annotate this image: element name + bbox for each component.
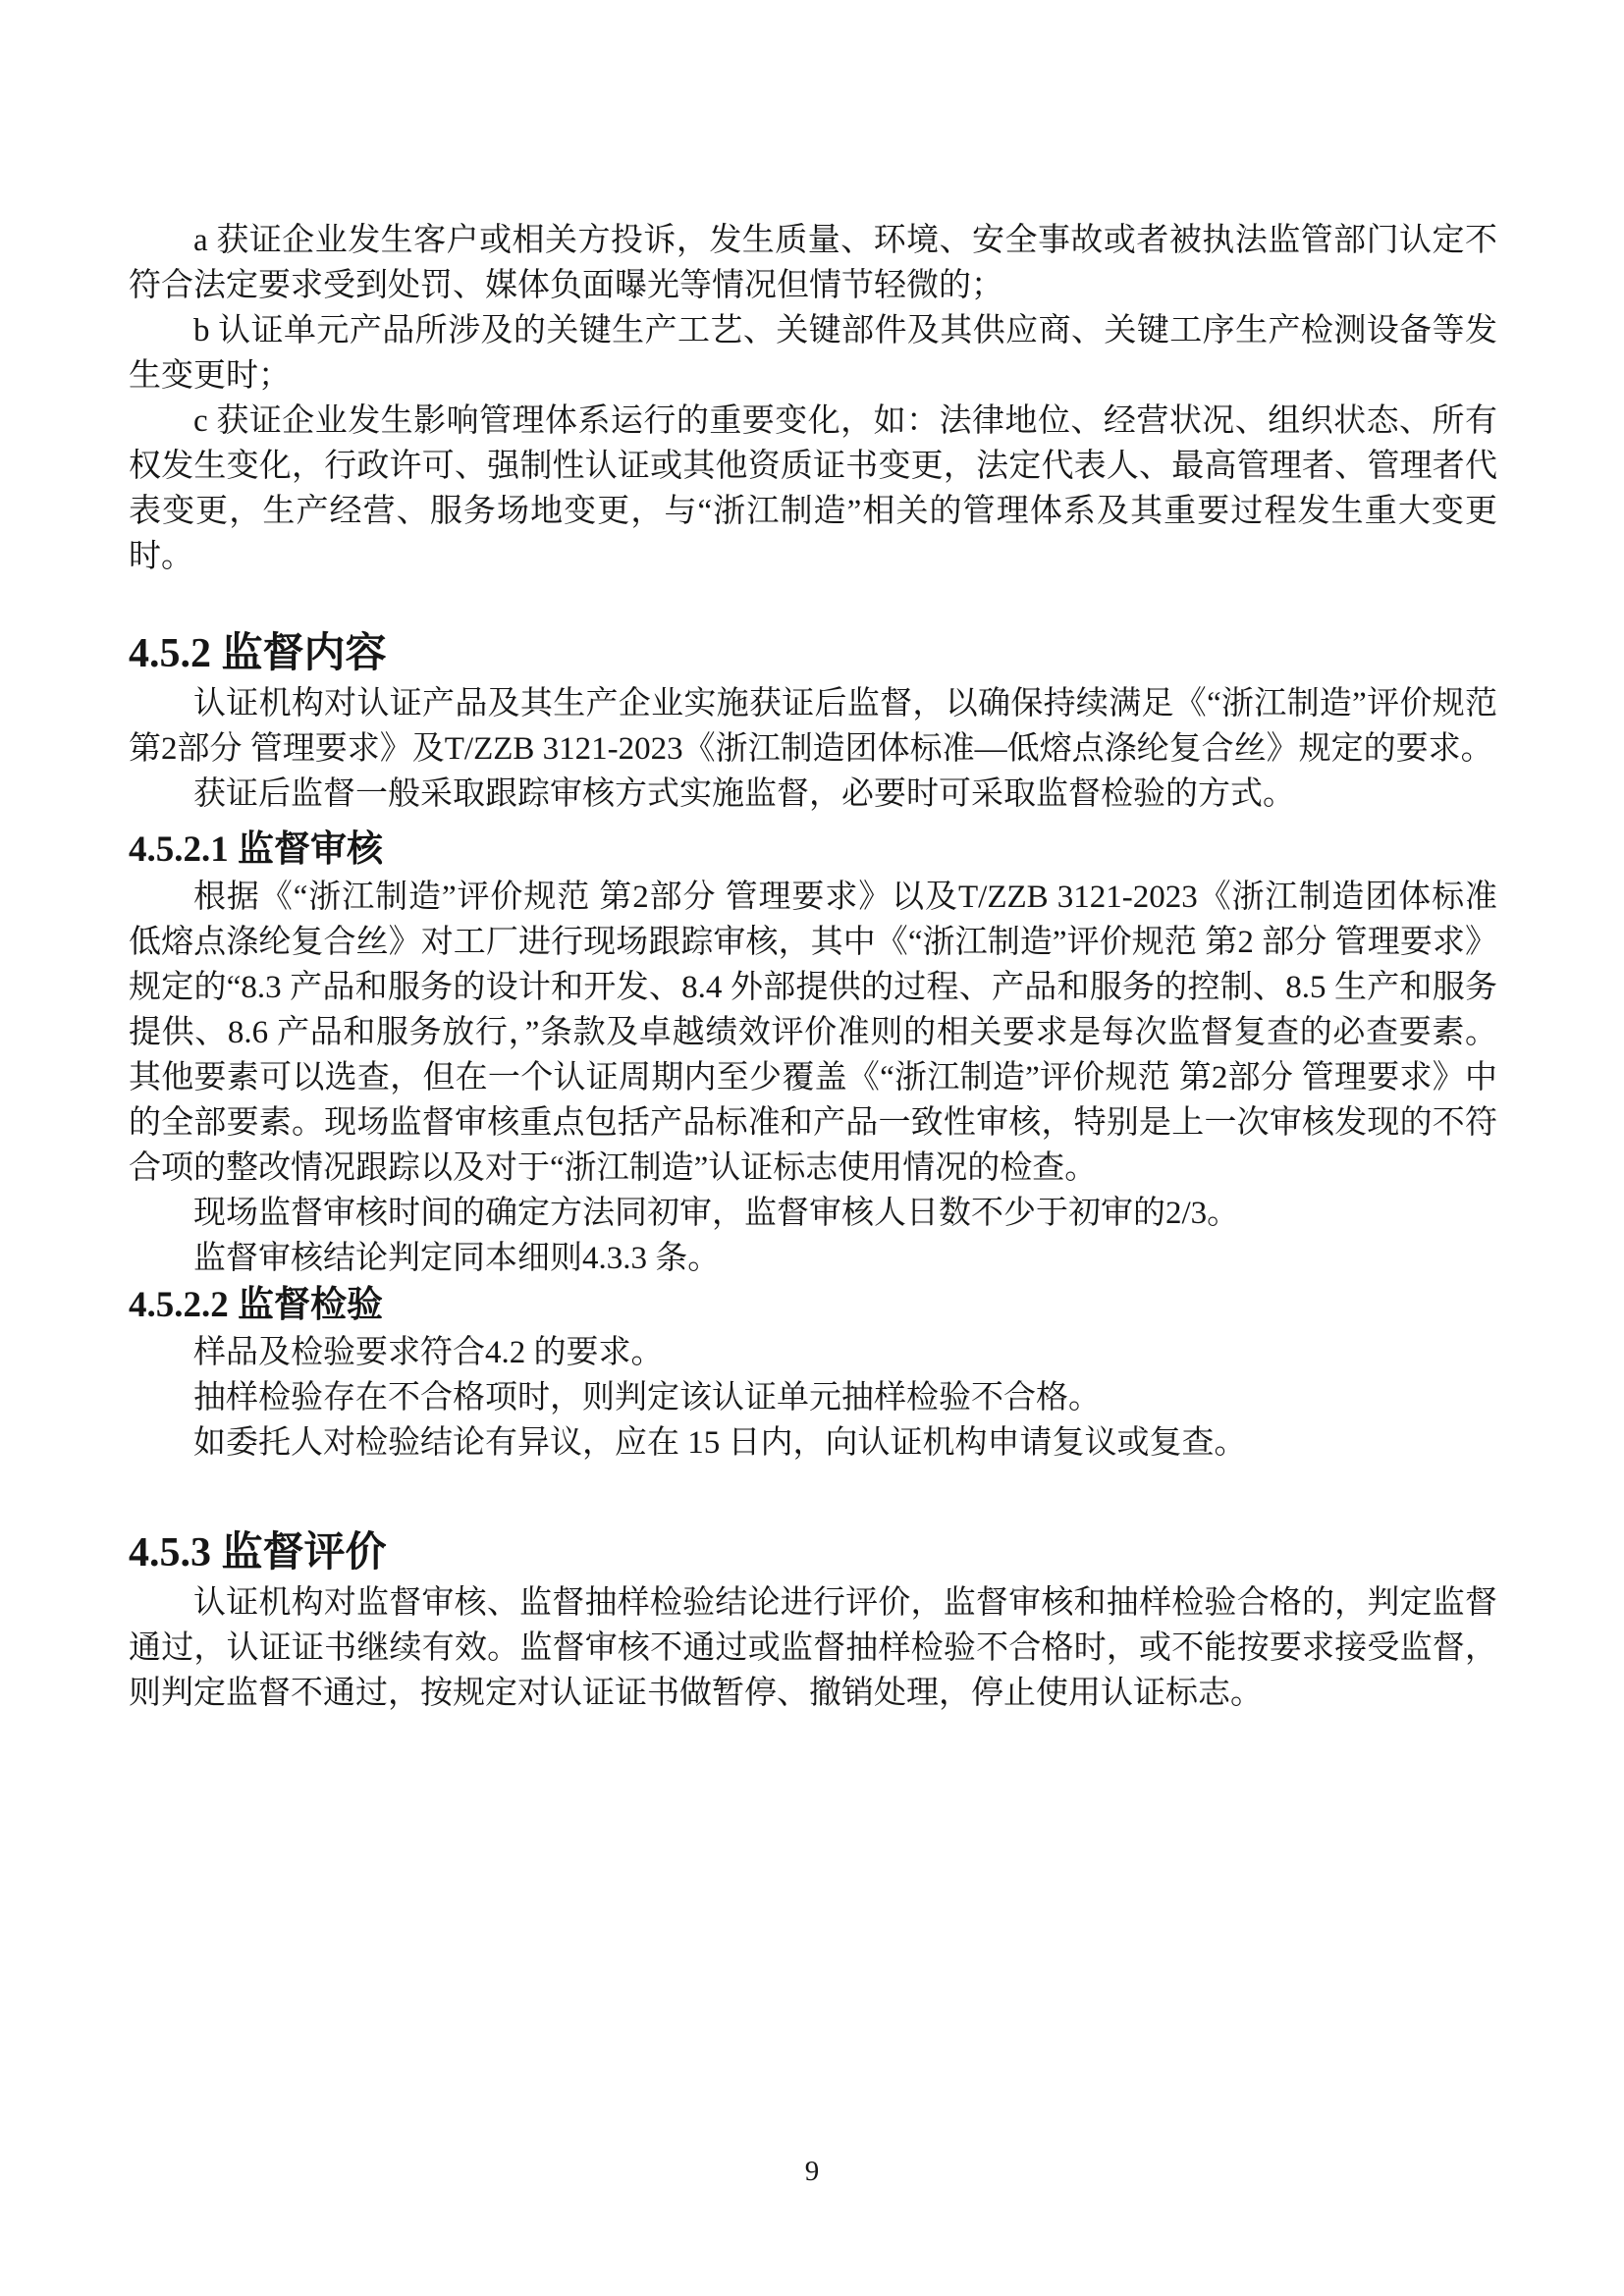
- intro-paragraph-b: b 认证单元产品所涉及的关键生产工艺、关键部件及其供应商、关键工序生产检测设备等发生变更时；: [129, 313, 1497, 394]
- heading-4-5-3: 4.5.3 监督评价: [129, 1530, 387, 1575]
- paragraph-4-5-3-evaluation: 认证机构对监督审核、监督抽样检验结论进行评价，监督审核和抽样检验合格的，判定监督通过，认证证书继续有效。监督审核不通过或监督抽样检验不合格时，或不能按要求接受监督，则判定监督不通过，按规定对认证证书做暂停、撤销处理，停止使用认证标志。: [129, 1585, 1497, 1711]
- heading-4-5-2-1: 4.5.2.1 监督审核: [129, 829, 383, 870]
- page-number: 9: [804, 2156, 820, 2187]
- paragraph-4-5-2-2-fail: 抽样检验存在不合格项时，则判定该认证单元抽样检验不合格。: [193, 1380, 1101, 1415]
- paragraph-4-5-2-1-audit: 根据《“浙江制造”评价规范 第2部分 管理要求》以及T/ZZB 3121-2023《浙江制造团体标准低熔点涤纶复合丝》对工厂进行现场跟踪审核，其中《“浙江制造”评价规范 第2 部分 管理要求》规定的“8.3 产品和服务的设计和开发、8.4 外部提供的过程、产品和服务的控制、8.5 生产和服务提供、8.6 产品和服务放行，”条款及卓越绩效评价准则的相关要求是每次监督复查的必查要素。其他要素可以选查，但在一个认证周期内至少覆盖《“浙江制造”评价规范 第2部分 管理要求》中的全部要素。现场监督审核重点包括产品标准和产品一致性审核，特别是上一次审核发现的不符合项的整改情况跟踪以及对于“浙江制造”认证标志使用情况的检查。: [129, 880, 1497, 1186]
- paragraph-4-5-2-1-conclusion: 监督审核结论判定同本细则4.3.3 条。: [193, 1241, 721, 1276]
- paragraph-4-5-2-2: 获证后监督一般采取跟踪审核方式实施监督，必要时可采取监督检验的方式。: [193, 776, 1295, 812]
- document-content: [129, 218, 1497, 1716]
- paragraph-4-5-2-2-objection: 如委托人对检验结论有异议，应在 15 日内，向认证机构申请复议或复查。: [193, 1425, 1247, 1461]
- paragraph-4-5-2-2-sample: 样品及检验要求符合4.2 的要求。: [193, 1335, 664, 1370]
- paragraph-4-5-2-1: 认证机构对认证产品及其生产企业实施获证后监督，以确保持续满足《“浙江制造”评价规范 第2部分 管理要求》及T/ZZB 3121-2023《浙江制造团体标准—低熔点涤纶复合丝》规定的要求。: [129, 686, 1497, 767]
- intro-paragraph-a: a 获证企业发生客户或相关方投诉，发生质量、环境、安全事故或者被执法监管部门认定不符合法定要求受到处罚、媒体负面曝光等情况但情节轻微的；: [129, 223, 1497, 303]
- heading-4-5-2-2: 4.5.2.2 监督检验: [129, 1285, 383, 1325]
- paragraph-4-5-2-1-time: 现场监督审核时间的确定方法同初审，监督审核人日数不少于初审的2/3。: [193, 1196, 1240, 1231]
- heading-4-5-2: 4.5.2 监督内容: [129, 631, 387, 676]
- intro-paragraph-c: c 获证企业发生影响管理体系运行的重要变化，如：法律地位、经营状况、组织状态、所有权发生变化，行政许可、强制性认证或其他资质证书变更，法定代表人、最高管理者、管理者代表变更，生产经营、服务场地变更，与“浙江制造”相关的管理体系及其重要过程发生重大变更时。: [129, 403, 1497, 574]
